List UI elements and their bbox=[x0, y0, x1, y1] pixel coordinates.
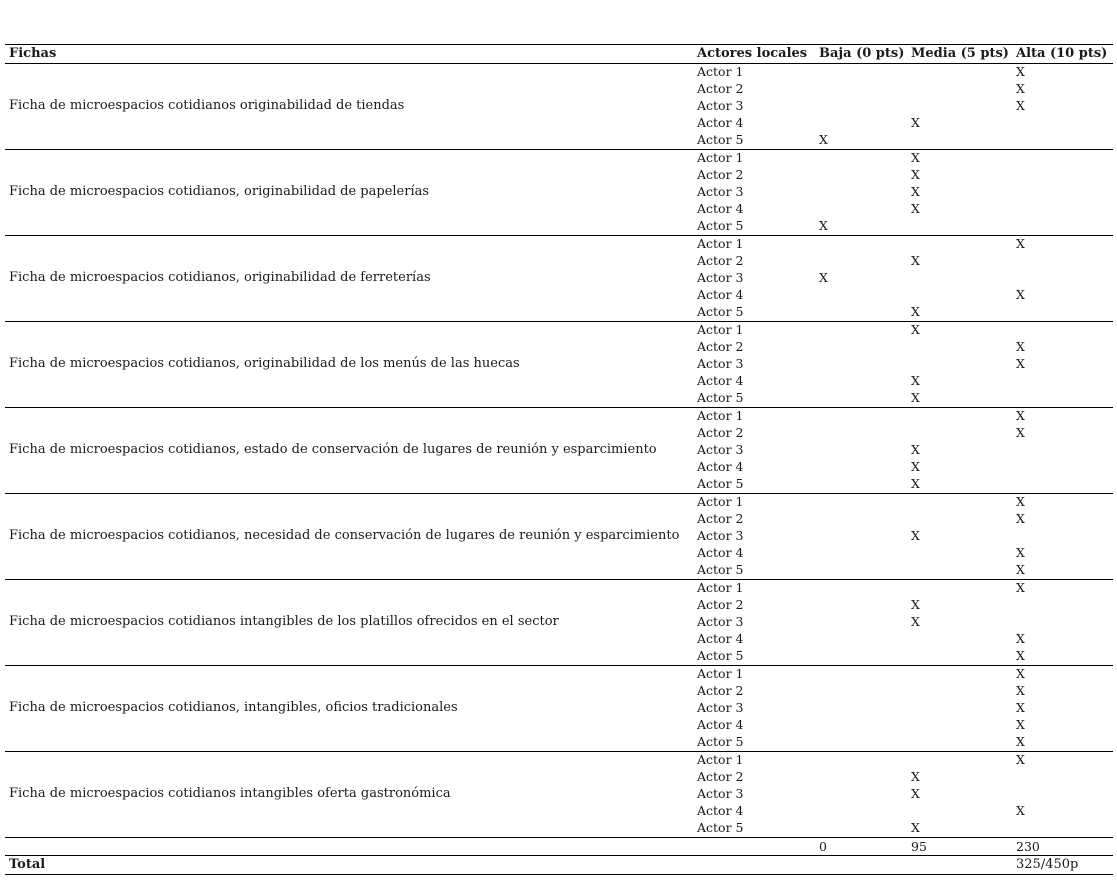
actor-name: Actor 4 bbox=[697, 631, 744, 646]
alta-mark: X bbox=[1016, 425, 1025, 440]
actor-name: Actor 5 bbox=[697, 304, 744, 319]
table-row bbox=[5, 769, 1113, 786]
table-row bbox=[5, 752, 1113, 769]
table-row bbox=[5, 115, 1113, 132]
ficha-group bbox=[5, 752, 1113, 838]
table-row bbox=[5, 356, 1113, 373]
table-row bbox=[5, 614, 1113, 631]
table-row bbox=[5, 373, 1113, 390]
actor-name: Actor 3 bbox=[697, 528, 744, 543]
ficha-group bbox=[5, 322, 1113, 408]
sum-media: 95 bbox=[911, 839, 927, 854]
actor-name: Actor 1 bbox=[697, 150, 744, 165]
table-row bbox=[5, 734, 1113, 751]
media-mark: X bbox=[911, 253, 920, 268]
media-mark: X bbox=[911, 184, 920, 199]
actor-name: Actor 2 bbox=[697, 769, 744, 784]
table-row bbox=[5, 597, 1113, 614]
table-row bbox=[5, 631, 1113, 648]
ficha-group bbox=[5, 494, 1113, 580]
actor-name: Actor 1 bbox=[697, 752, 744, 767]
table-row bbox=[5, 81, 1113, 98]
table-row bbox=[5, 425, 1113, 442]
actor-name: Actor 3 bbox=[697, 184, 744, 199]
actor-name: Actor 1 bbox=[697, 666, 744, 681]
alta-mark: X bbox=[1016, 545, 1025, 560]
alta-mark: X bbox=[1016, 98, 1025, 113]
actor-name: Actor 4 bbox=[697, 201, 744, 216]
alta-mark: X bbox=[1016, 803, 1025, 818]
table-row bbox=[5, 132, 1113, 149]
media-mark: X bbox=[911, 459, 920, 474]
ficha-group bbox=[5, 150, 1113, 236]
alta-mark: X bbox=[1016, 666, 1025, 681]
alta-mark: X bbox=[1016, 81, 1025, 96]
header-fichas: Fichas bbox=[9, 46, 57, 61]
actor-name: Actor 4 bbox=[697, 287, 744, 302]
table-row bbox=[5, 98, 1113, 115]
table-row bbox=[5, 648, 1113, 665]
table-body bbox=[5, 64, 1113, 838]
ficha-group bbox=[5, 580, 1113, 666]
alta-mark: X bbox=[1016, 717, 1025, 732]
actor-name: Actor 4 bbox=[697, 459, 744, 474]
alta-mark: X bbox=[1016, 734, 1025, 749]
table-row bbox=[5, 390, 1113, 407]
ficha-group bbox=[5, 666, 1113, 752]
table-row bbox=[5, 270, 1113, 287]
actor-name: Actor 4 bbox=[697, 803, 744, 818]
table-row bbox=[5, 408, 1113, 425]
actor-name: Actor 5 bbox=[697, 820, 744, 835]
table-row bbox=[5, 201, 1113, 218]
media-mark: X bbox=[911, 390, 920, 405]
actor-name: Actor 3 bbox=[697, 614, 744, 629]
sum-baja: 0 bbox=[819, 839, 827, 854]
ficha-label: Ficha de microespacios cotidianos, estado de conservación de lugares de reunión y esparcimiento bbox=[9, 442, 657, 457]
table-row bbox=[5, 442, 1113, 459]
baja-mark: X bbox=[819, 218, 828, 233]
media-mark: X bbox=[911, 597, 920, 612]
table-row bbox=[5, 786, 1113, 803]
table-row bbox=[5, 803, 1113, 820]
actor-name: Actor 5 bbox=[697, 734, 744, 749]
table-row bbox=[5, 820, 1113, 837]
table-row bbox=[5, 511, 1113, 528]
actor-name: Actor 2 bbox=[697, 511, 744, 526]
table-row bbox=[5, 494, 1113, 511]
total-row bbox=[5, 855, 1113, 875]
actor-name: Actor 4 bbox=[697, 717, 744, 732]
ficha-group bbox=[5, 236, 1113, 322]
media-mark: X bbox=[911, 115, 920, 130]
media-mark: X bbox=[911, 373, 920, 388]
ficha-label: Ficha de microespacios cotidianos originabilidad de tiendas bbox=[9, 98, 405, 113]
ficha-label: Ficha de microespacios cotidianos, originabilidad de ferreterías bbox=[9, 270, 431, 285]
actor-name: Actor 2 bbox=[697, 683, 744, 698]
actor-name: Actor 2 bbox=[697, 81, 744, 96]
media-mark: X bbox=[911, 769, 920, 784]
actor-name: Actor 5 bbox=[697, 132, 744, 147]
alta-mark: X bbox=[1016, 562, 1025, 577]
alta-mark: X bbox=[1016, 494, 1025, 509]
media-mark: X bbox=[911, 150, 920, 165]
media-mark: X bbox=[911, 322, 920, 337]
media-mark: X bbox=[911, 786, 920, 801]
alta-mark: X bbox=[1016, 648, 1025, 663]
scoring-table bbox=[5, 44, 1113, 875]
table-row bbox=[5, 476, 1113, 493]
table-row bbox=[5, 683, 1113, 700]
alta-mark: X bbox=[1016, 356, 1025, 371]
table-row bbox=[5, 562, 1113, 579]
actor-name: Actor 1 bbox=[697, 580, 744, 595]
table-header bbox=[5, 44, 1113, 64]
media-mark: X bbox=[911, 442, 920, 457]
table-row bbox=[5, 717, 1113, 734]
actor-name: Actor 1 bbox=[697, 236, 744, 251]
table-row bbox=[5, 700, 1113, 717]
actor-name: Actor 2 bbox=[697, 339, 744, 354]
media-mark: X bbox=[911, 528, 920, 543]
media-mark: X bbox=[911, 476, 920, 491]
actor-name: Actor 4 bbox=[697, 373, 744, 388]
alta-mark: X bbox=[1016, 511, 1025, 526]
sums-row bbox=[5, 838, 1113, 855]
ficha-label: Ficha de microespacios cotidianos intangibles oferta gastronómica bbox=[9, 786, 451, 801]
actor-name: Actor 5 bbox=[697, 218, 744, 233]
table-row bbox=[5, 459, 1113, 476]
table-row bbox=[5, 666, 1113, 683]
media-mark: X bbox=[911, 304, 920, 319]
actor-name: Actor 2 bbox=[697, 425, 744, 440]
media-mark: X bbox=[911, 820, 920, 835]
baja-mark: X bbox=[819, 132, 828, 147]
total-label: Total bbox=[9, 857, 46, 872]
alta-mark: X bbox=[1016, 683, 1025, 698]
actor-name: Actor 3 bbox=[697, 786, 744, 801]
actor-name: Actor 5 bbox=[697, 476, 744, 491]
table-row bbox=[5, 339, 1113, 356]
actor-name: Actor 4 bbox=[697, 545, 744, 560]
actor-name: Actor 3 bbox=[697, 700, 744, 715]
actor-name: Actor 2 bbox=[697, 167, 744, 182]
alta-mark: X bbox=[1016, 752, 1025, 767]
table-row bbox=[5, 287, 1113, 304]
alta-mark: X bbox=[1016, 236, 1025, 251]
header-alta: Alta (10 pts) bbox=[1016, 46, 1108, 61]
ficha-label: Ficha de microespacios cotidianos, intangibles, oficios tradicionales bbox=[9, 700, 458, 715]
table-row bbox=[5, 236, 1113, 253]
ficha-label: Ficha de microespacios cotidianos, necesidad de conservación de lugares de reunión y esparcimiento bbox=[9, 528, 680, 543]
ficha-label: Ficha de microespacios cotidianos intangibles de los platillos ofrecidos en el sector bbox=[9, 614, 559, 629]
alta-mark: X bbox=[1016, 64, 1025, 79]
table-row bbox=[5, 580, 1113, 597]
media-mark: X bbox=[911, 167, 920, 182]
actor-name: Actor 1 bbox=[697, 322, 744, 337]
table-row bbox=[5, 167, 1113, 184]
table-row bbox=[5, 528, 1113, 545]
table-row bbox=[5, 253, 1113, 270]
actor-name: Actor 2 bbox=[697, 253, 744, 268]
actor-name: Actor 5 bbox=[697, 390, 744, 405]
baja-mark: X bbox=[819, 270, 828, 285]
actor-name: Actor 3 bbox=[697, 98, 744, 113]
ficha-group bbox=[5, 64, 1113, 150]
alta-mark: X bbox=[1016, 631, 1025, 646]
header-media: Media (5 pts) bbox=[911, 46, 1009, 61]
alta-mark: X bbox=[1016, 700, 1025, 715]
ficha-label: Ficha de microespacios cotidianos, originabilidad de los menús de las huecas bbox=[9, 356, 520, 371]
table-row bbox=[5, 64, 1113, 81]
ficha-label: Ficha de microespacios cotidianos, originabilidad de papelerías bbox=[9, 184, 430, 199]
table-row bbox=[5, 218, 1113, 235]
actor-name: Actor 3 bbox=[697, 442, 744, 457]
table-row bbox=[5, 545, 1113, 562]
actor-name: Actor 3 bbox=[697, 270, 744, 285]
alta-mark: X bbox=[1016, 287, 1025, 302]
sum-alta: 230 bbox=[1016, 839, 1040, 854]
header-baja: Baja (0 pts) bbox=[819, 46, 905, 61]
alta-mark: X bbox=[1016, 408, 1025, 423]
actor-name: Actor 1 bbox=[697, 64, 744, 79]
actor-name: Actor 5 bbox=[697, 648, 744, 663]
alta-mark: X bbox=[1016, 580, 1025, 595]
total-value: 325/450p bbox=[1016, 857, 1079, 872]
actor-name: Actor 4 bbox=[697, 115, 744, 130]
header-actores: Actores locales bbox=[697, 46, 808, 61]
media-mark: X bbox=[911, 201, 920, 216]
actor-name: Actor 1 bbox=[697, 494, 744, 509]
ficha-group bbox=[5, 408, 1113, 494]
media-mark: X bbox=[911, 614, 920, 629]
actor-name: Actor 5 bbox=[697, 562, 744, 577]
table-row bbox=[5, 304, 1113, 321]
actor-name: Actor 3 bbox=[697, 356, 744, 371]
table-row bbox=[5, 150, 1113, 167]
alta-mark: X bbox=[1016, 339, 1025, 354]
actor-name: Actor 2 bbox=[697, 597, 744, 612]
actor-name: Actor 1 bbox=[697, 408, 744, 423]
table-row bbox=[5, 322, 1113, 339]
table-row bbox=[5, 184, 1113, 201]
